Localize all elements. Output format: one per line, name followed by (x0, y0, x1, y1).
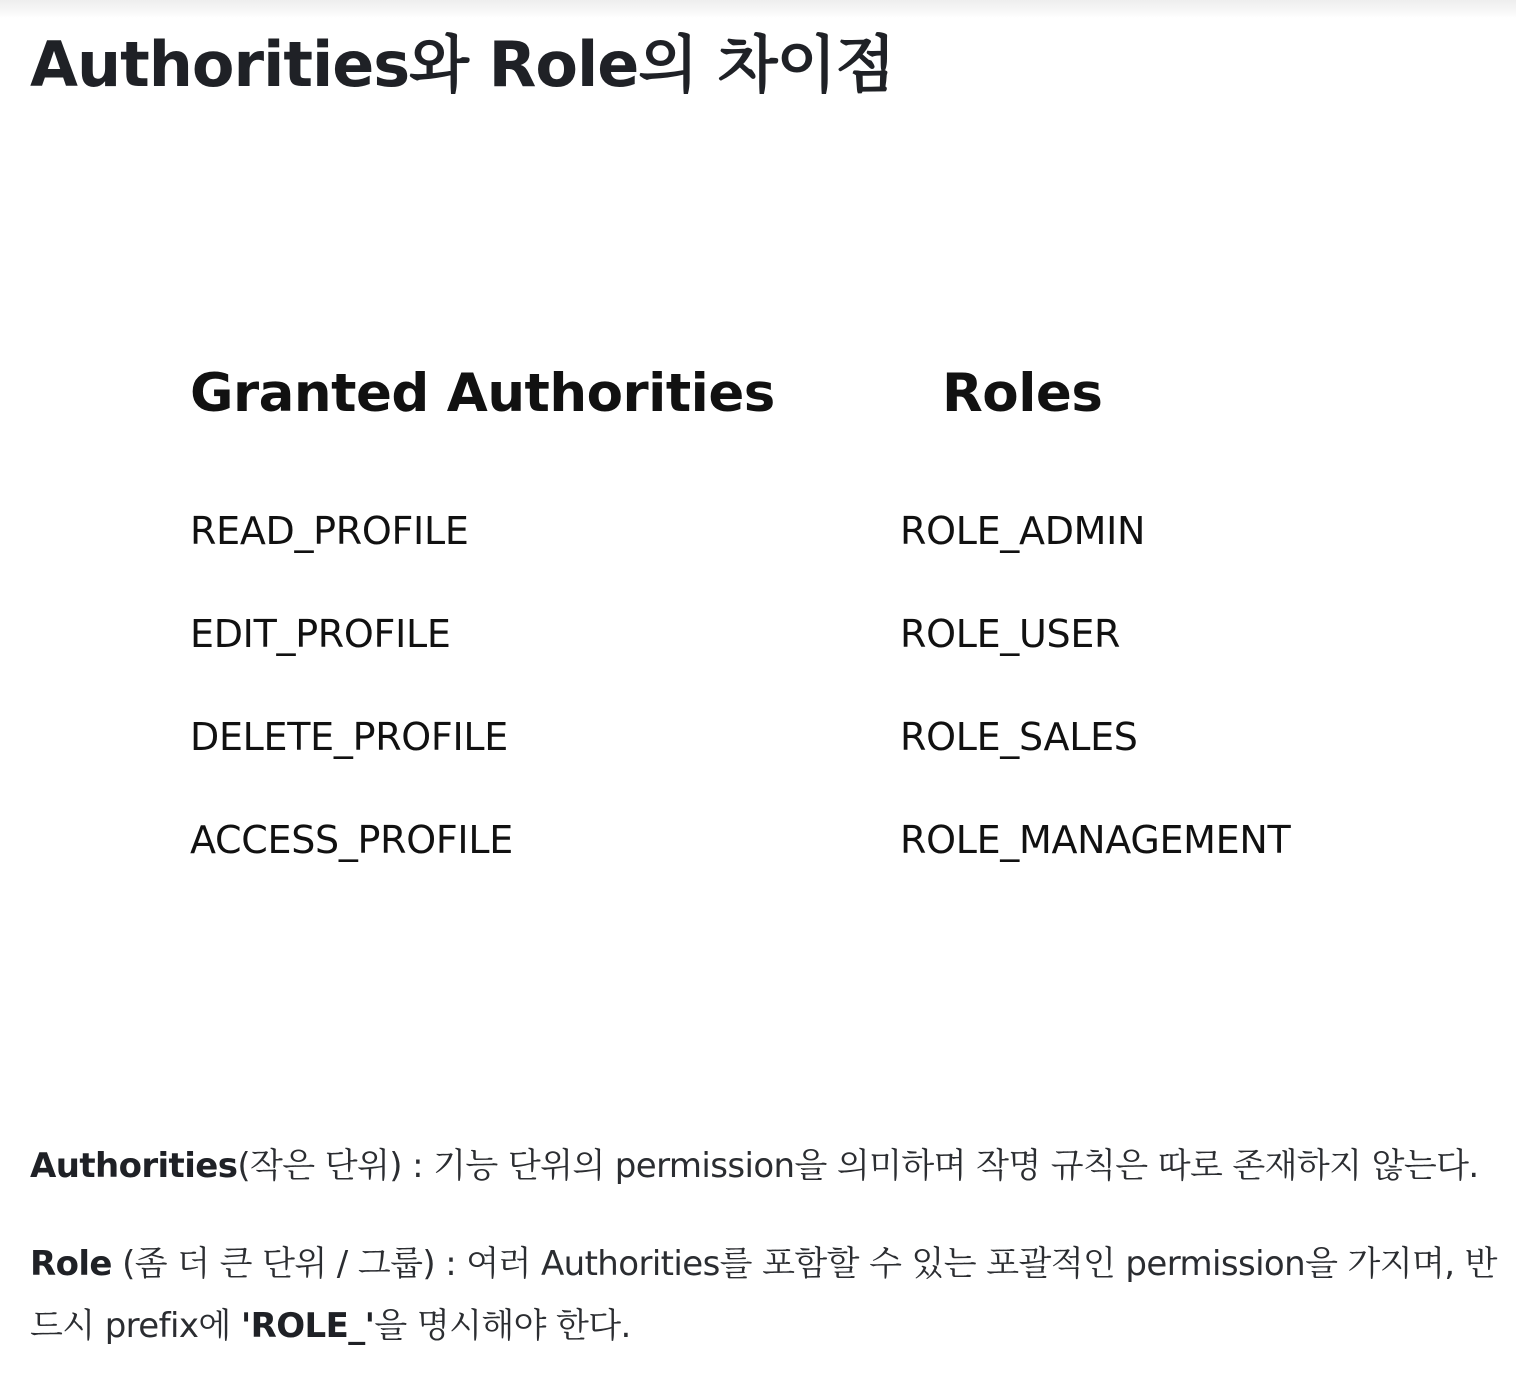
role-item: ROLE_ADMIN (900, 509, 1146, 553)
authorities-list (190, 480, 513, 892)
role-desc-text-end: 을 명시해야 한다. (374, 1306, 631, 1346)
role-term: Role (30, 1244, 112, 1284)
role-item: ROLE_MANAGEMENT (900, 818, 1291, 862)
role-item: ROLE_SALES (900, 715, 1138, 759)
authority-item: EDIT_PROFILE (190, 612, 451, 656)
authorities-desc-text: (작은 단위) : 기능 단위의 permission을 의미하며 작명 규칙은 따로 존재하지 않는다. (237, 1146, 1479, 1186)
role-item: ROLE_USER (900, 612, 1121, 656)
granted-authorities-heading: Granted Authorities (190, 363, 775, 424)
authority-item: READ_PROFILE (190, 509, 469, 553)
role-desc-text: (좀 더 큰 단위 / 그룹) : 여러 Authorities를 포함할 수 있는 포괄적인 permission을 가지며, 반드시 prefix에 (30, 1244, 1497, 1346)
roles-list (900, 480, 1290, 892)
page-title: Authorities와 Role의 차이점 (30, 28, 895, 101)
role-prefix: 'ROLE_' (240, 1306, 375, 1346)
authority-item: DELETE_PROFILE (190, 715, 508, 759)
authorities-term: Authorities (30, 1146, 238, 1186)
top-bar-shadow (0, 0, 1516, 18)
authorities-roles-figure (150, 330, 1370, 890)
role-description (30, 1233, 1500, 1357)
roles-heading: Roles (942, 363, 1103, 424)
authority-item: ACCESS_PROFILE (190, 818, 513, 862)
authorities-description (30, 1135, 1500, 1197)
